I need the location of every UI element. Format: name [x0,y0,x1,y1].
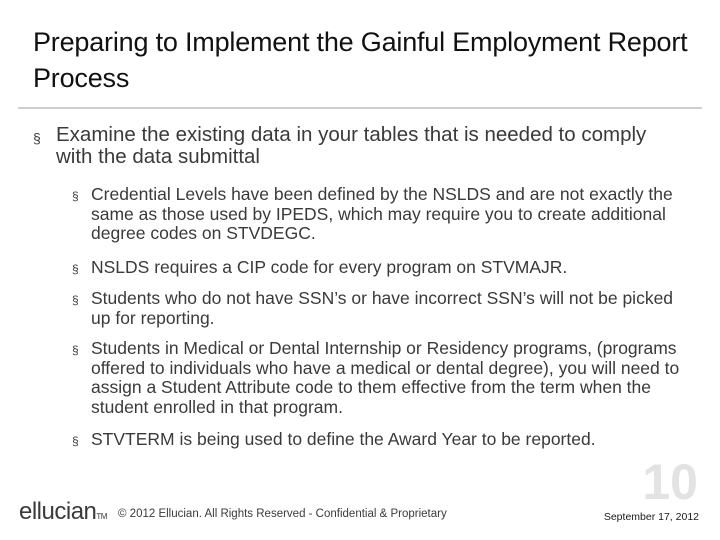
sub-bullet-text: Credential Levels have been defined by the NSLDS and are not exactly the same as those used by IPEDS, which may require you to create additional degree codes on STVDEGC. [91,184,673,243]
main-bullet [33,124,683,168]
logo-text: ellucian [19,498,97,525]
sub-bullet [72,339,682,417]
sub-bullet [72,289,682,328]
bullet-marker: § [72,434,79,448]
sub-bullet-text: Students in Medical or Dental Internship or Residency programs, (programs offered to individuals who have a medical or dental degree), you will need to assign a Student Attribute code to them effective from the term when the student enrolled in that program. [91,338,680,417]
sub-bullet-text: NSLDS requires a CIP code for every program on STVMAJR. [91,257,568,277]
sub-bullet-text: STVTERM is being used to define the Award Year to be reported. [91,429,596,449]
bullet-marker: § [72,262,79,276]
sub-bullet [72,258,682,278]
bullet-marker: § [33,130,41,146]
logo-trademark: TM [96,512,107,521]
ellucian-logo [19,498,107,526]
sub-bullet [72,430,682,450]
bullet-marker: § [72,293,79,307]
copyright-notice: © 2012 Ellucian. All Rights Reserved - Confidential & Proprietary [118,508,447,520]
bullet-marker: § [72,189,79,203]
bullet-marker: § [72,343,79,357]
footer-date: September 17, 2012 [603,511,699,523]
slide-title: Preparing to Implement the Gainful Employment Report Process [33,27,688,93]
title-divider [18,107,702,109]
sub-bullet-text: Students who do not have SSN’s or have incorrect SSN’s will not be picked up for reporting. [91,288,674,328]
main-bullet-text: Examine the existing data in your tables that is needed to comply with the data submittal [56,123,647,168]
sub-bullet [72,185,682,244]
page-number: 10 [642,454,698,510]
